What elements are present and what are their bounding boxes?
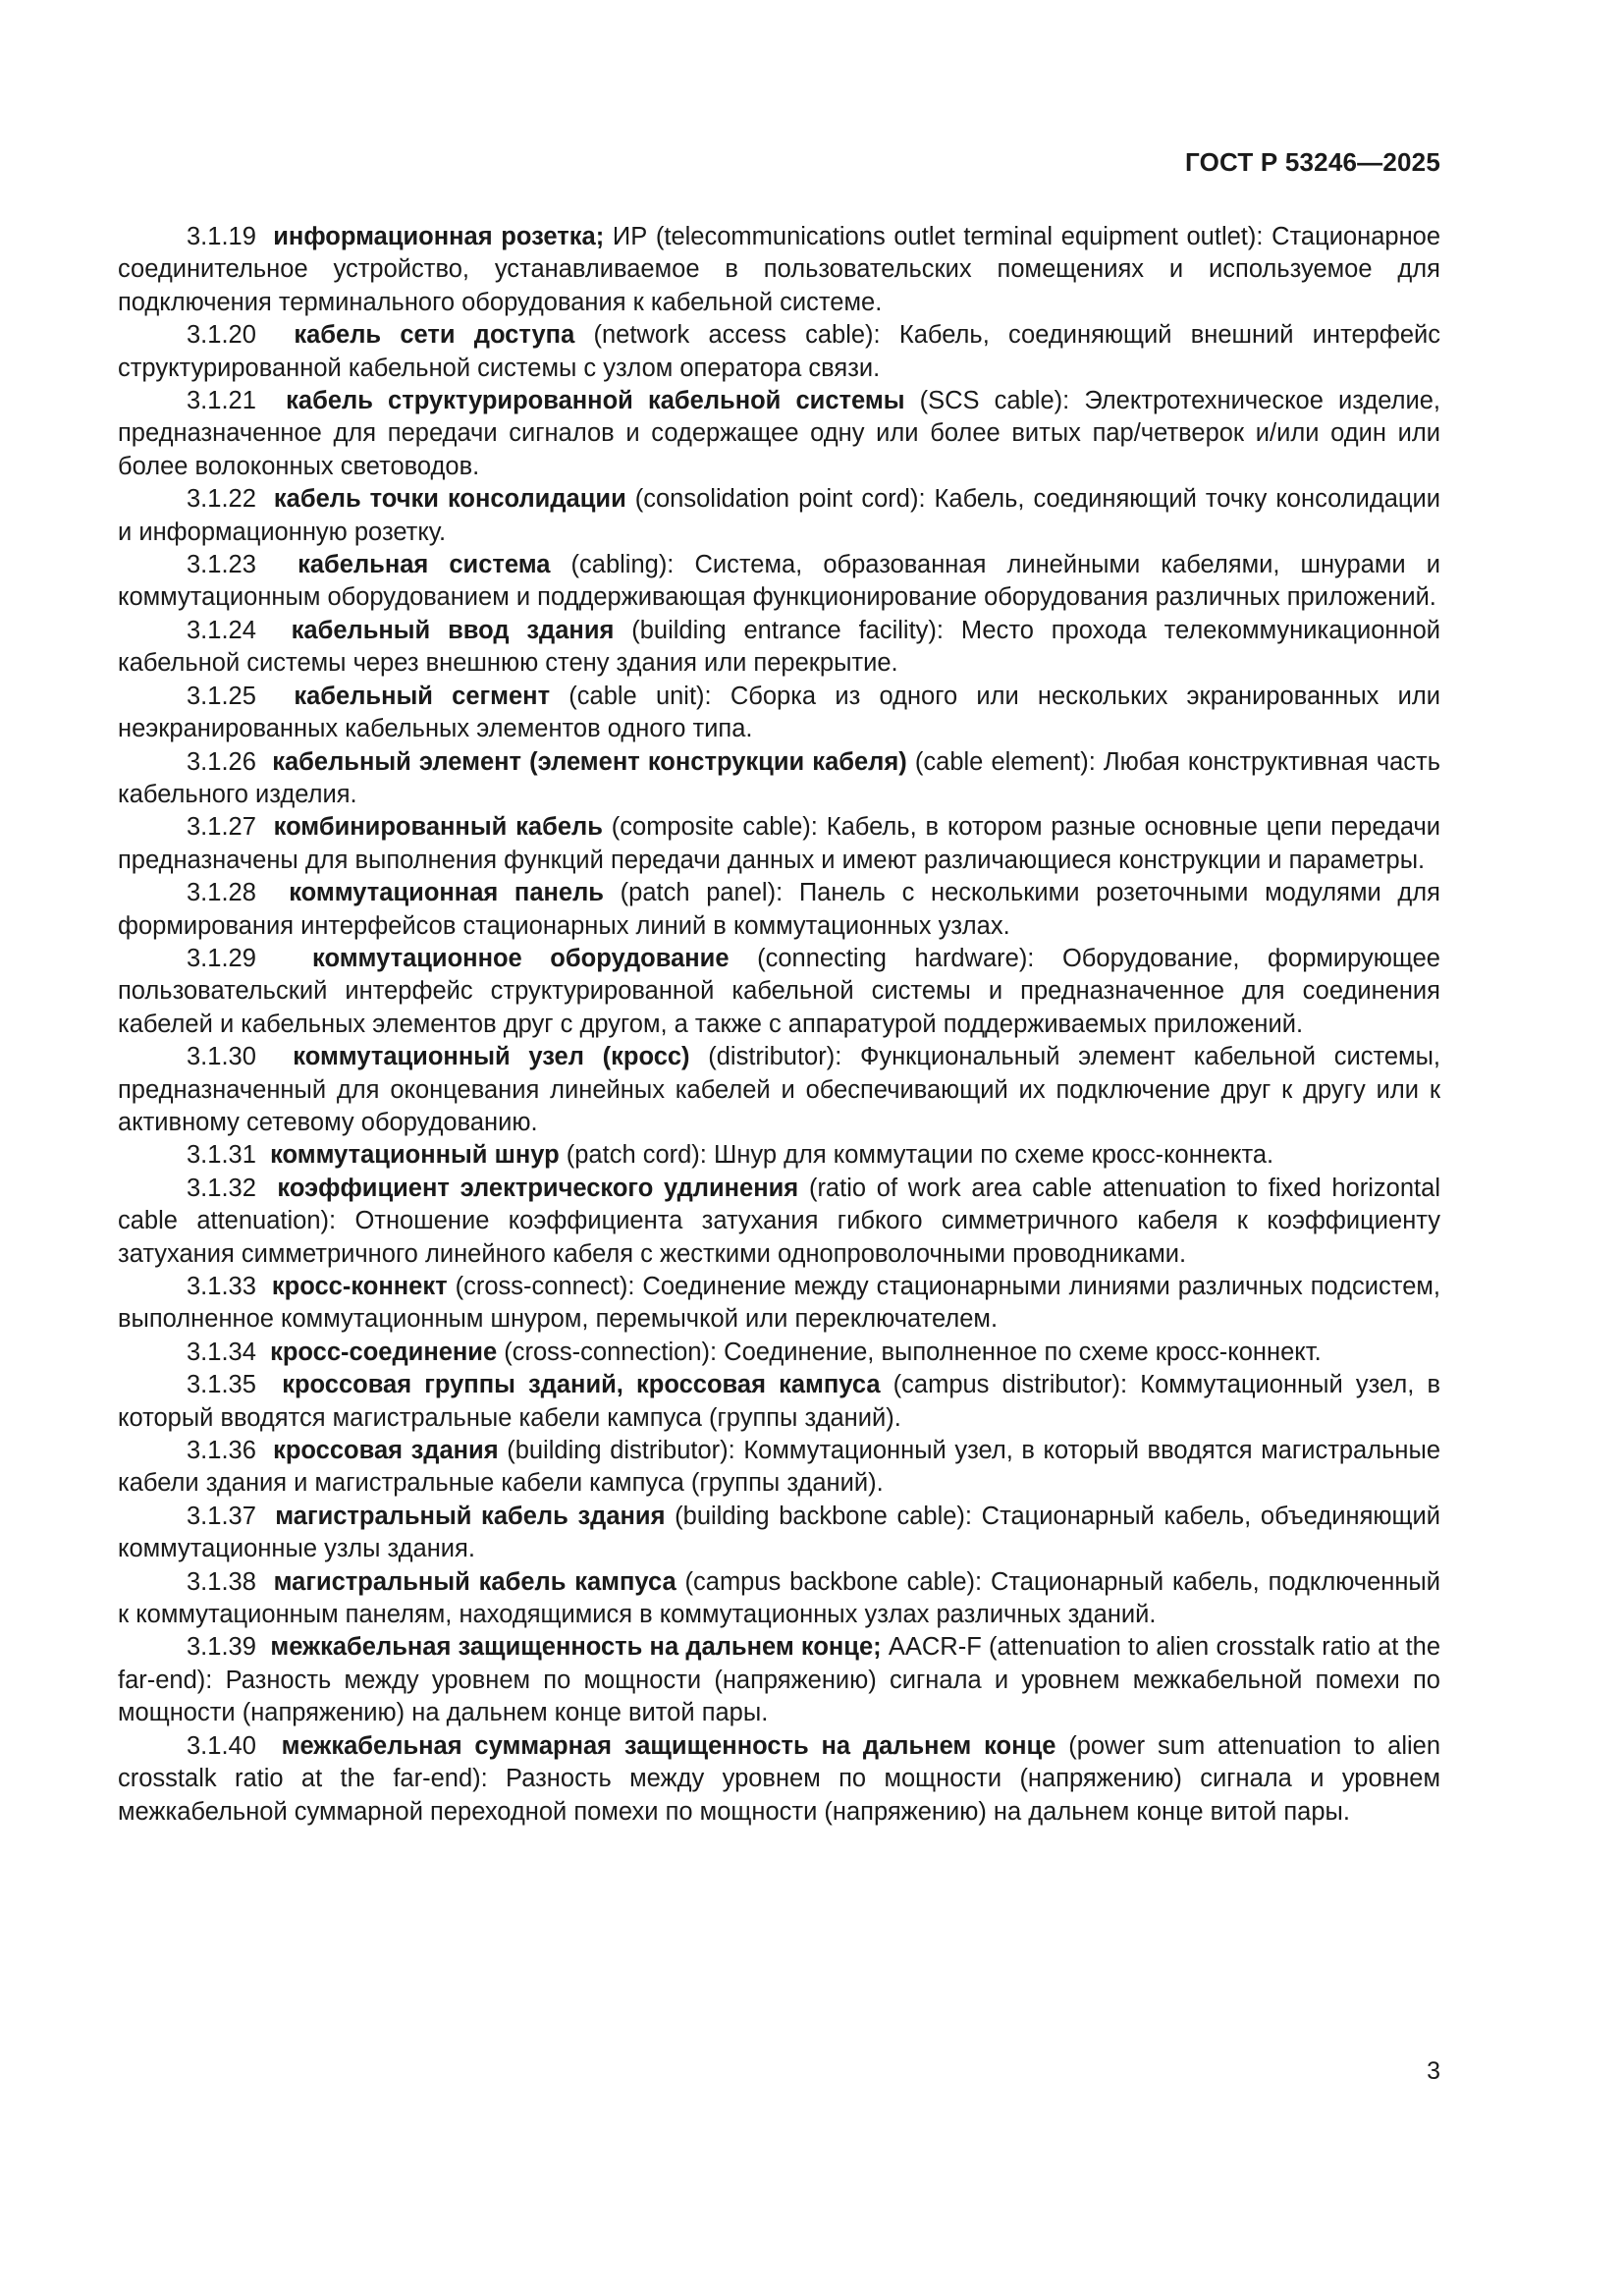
term-number: 3.1.36	[187, 1437, 256, 1465]
term-definition: (patch cord): Шнур для коммутации по схеме кросс-коннекта.	[566, 1141, 1274, 1170]
term-definition: (network access cable): Кабель, соединяющий внешний интерфейс структурированной кабельной системы с узлом оператора связи.	[118, 321, 1440, 382]
term-number: 3.1.38	[187, 1567, 256, 1596]
term-name: кабельный элемент (элемент конструкции кабеля)	[272, 747, 907, 776]
term-entry	[118, 1041, 1440, 1139]
term-definition: (consolidation point cord): Кабель, соединяющий точку консолидации и информационную розетку.	[118, 485, 1441, 546]
term-number: 3.1.37	[187, 1502, 256, 1530]
term-name: кабель структурированной кабельной системы	[286, 387, 905, 415]
term-definition: AACR-F (attenuation to alien crosstalk ratio at the far-end): Разность между уровнем по мощности (напряжению) сигнала и уровнем межкабельной помехи по мощности (напряжению) на дальнем конце витой пары.	[118, 1633, 1440, 1727]
term-number: 3.1.27	[187, 813, 256, 842]
term-entry	[118, 221, 1440, 319]
term-name: коммутационное оборудование	[312, 944, 730, 972]
term-name: кабель точки консолидации	[273, 485, 626, 514]
term-number: 3.1.24	[187, 616, 256, 644]
term-entry	[118, 1173, 1440, 1271]
term-number: 3.1.28	[187, 879, 256, 907]
term-definition: (building entrance facility): Место прохода телекоммуникационной кабельной системы через внешнюю стену здания или перекрытие.	[118, 616, 1440, 678]
standard-id-header: ГОСТ Р 53246—2025	[1185, 147, 1440, 177]
term-name: коммутационный узел (кросс)	[293, 1043, 690, 1071]
term-name: кабельный сегмент	[294, 682, 551, 710]
term-entry	[118, 1730, 1440, 1829]
term-number: 3.1.39	[187, 1633, 256, 1662]
term-name: кабельная система	[298, 551, 551, 579]
term-number: 3.1.31	[187, 1141, 256, 1170]
term-definition: (connecting hardware): Оборудование, формирующее пользовательский интерфейс структурированной кабельной системы и предназначенное для соединения кабелей и кабельных элементов друг с другом, а также с аппаратурой поддерживаемых приложений.	[118, 944, 1440, 1038]
term-name: информационная розетка;	[273, 223, 605, 250]
term-definition: (composite cable): Кабель, в котором разные основные цепи передачи предназначены для выполнения функций передачи данных и имеют различающиеся конструкции и параметры.	[118, 813, 1441, 874]
term-definition: ИР (telecommunications outlet terminal equipment outlet): Стационарное соединительное устройство, устанавливаемое в пользовательских помещениях и используемое для подключения терминального оборудования к кабельной системе.	[118, 223, 1441, 316]
term-entry	[118, 681, 1440, 746]
term-entry	[118, 1566, 1440, 1632]
term-entry	[118, 877, 1440, 943]
term-definition: (ratio of work area cable attenuation to fixed horizontal cable attenuation): Отношение коэффициента затухания гибкого симметричного кабеля к коэффициенту затухания симметричного линейного кабеля с жесткими однопроволочными проводниками.	[118, 1174, 1440, 1268]
term-number: 3.1.32	[187, 1174, 256, 1202]
term-number: 3.1.23	[187, 551, 256, 579]
page-number: 3	[1427, 2057, 1440, 2085]
term-number: 3.1.29	[187, 944, 256, 972]
term-entry	[118, 483, 1440, 549]
term-definition: (cross-connect): Соединение между стационарными линиями различных подсистем, выполненное коммутационным шнуром, перемычкой или переключателем.	[118, 1273, 1440, 1334]
term-number: 3.1.22	[187, 485, 256, 514]
term-name: коммутационный шнур	[270, 1141, 560, 1170]
term-definition: (cross-connection): Соединение, выполненное по схеме кросс-коннект.	[504, 1338, 1322, 1366]
term-entry	[118, 319, 1440, 385]
term-entry	[118, 1337, 1440, 1369]
term-definition: (cable unit): Сборка из одного или нескольких экранированных или неэкранированных кабельных элементов одного типа.	[118, 682, 1441, 743]
term-number: 3.1.21	[187, 387, 256, 415]
term-definition: (building distributor): Коммутационный узел, в который вводятся магистральные кабели здания и магистральные кабели кампуса (группы зданий).	[118, 1437, 1440, 1498]
term-number: 3.1.35	[187, 1371, 256, 1399]
term-name: коммутационная панель	[289, 879, 604, 907]
term-entry	[118, 549, 1440, 615]
term-number: 3.1.19	[187, 223, 256, 250]
term-number: 3.1.40	[187, 1731, 256, 1760]
term-definition: (cabling): Система, образованная линейными кабелями, шнурами и коммутационным оборудованием и поддерживающая функционирование оборудования различных приложений.	[118, 551, 1440, 612]
term-name: кабельный ввод здания	[291, 616, 615, 644]
term-number: 3.1.20	[187, 321, 256, 350]
term-entry	[118, 1271, 1440, 1337]
term-number: 3.1.30	[187, 1043, 256, 1071]
term-entry	[118, 1435, 1440, 1501]
term-number: 3.1.26	[187, 747, 256, 776]
term-entry	[118, 615, 1440, 681]
term-name: кроссовая здания	[273, 1437, 499, 1465]
term-name: магистральный кабель кампуса	[273, 1567, 676, 1596]
term-entry	[118, 943, 1440, 1041]
term-entry	[118, 1139, 1440, 1172]
term-name: магистральный кабель здания	[275, 1502, 666, 1530]
term-definition: (cable element): Любая конструктивная часть кабельного изделия.	[118, 747, 1441, 808]
term-definition: (campus backbone cable): Стационарный кабель, подключенный к коммутационным панелям, находящимися в коммутационных узлах различных зданий.	[118, 1567, 1440, 1629]
term-name: кабель сети доступа	[294, 321, 575, 350]
term-number: 3.1.34	[187, 1338, 256, 1366]
term-entry	[118, 1501, 1440, 1566]
term-name: межкабельная защищенность на дальнем конце;	[270, 1633, 882, 1662]
term-number: 3.1.33	[187, 1273, 256, 1300]
term-name: комбинированный кабель	[273, 813, 603, 842]
term-number: 3.1.25	[187, 682, 256, 710]
term-definition: (building backbone cable): Стационарный кабель, объединяющий коммутационные узлы здания.	[118, 1502, 1441, 1563]
term-entry	[118, 811, 1440, 877]
term-entry	[118, 385, 1440, 483]
term-definition: (SCS cable): Электротехническое изделие, предназначенное для передачи сигналов и содержащее одну или более витых пар/четверок и/или один или более волоконных световодов.	[118, 387, 1441, 480]
term-definition: (patch panel): Панель с несколькими розеточными модулями для формирования интерфейсов стационарных линий в коммутационных узлах.	[118, 879, 1440, 940]
term-name: межкабельная суммарная защищенность на дальнем конце	[281, 1731, 1056, 1760]
term-name: кроссовая группы зданий, кроссовая кампуса	[282, 1371, 881, 1399]
term-entry	[118, 1369, 1440, 1435]
term-definition: (distributor): Функциональный элемент кабельной системы, предназначенный для оконцевания линейных кабелей и обеспечивающий их подключение друг к другу или к активному сетевому оборудованию.	[118, 1043, 1440, 1136]
term-definition: (campus distributor): Коммутационный узел, в который вводятся магистральные кабели кампуса (группы зданий).	[118, 1371, 1440, 1432]
term-name: коэффициент электрического удлинения	[277, 1174, 799, 1202]
term-entry	[118, 746, 1440, 812]
term-entry	[118, 1631, 1440, 1729]
term-name: кросс-коннект	[271, 1273, 448, 1300]
term-definition: (power sum attenuation to alien crosstalk ratio at the far-end): Разность между уровнем по мощности (напряжению) сигнала и уровнем межкабельной суммарной переходной помехи по мощности (напряжению) на дальнем конце витой пары.	[118, 1731, 1441, 1826]
term-name: кросс-соединение	[270, 1338, 498, 1366]
terms-list	[118, 221, 1440, 1829]
